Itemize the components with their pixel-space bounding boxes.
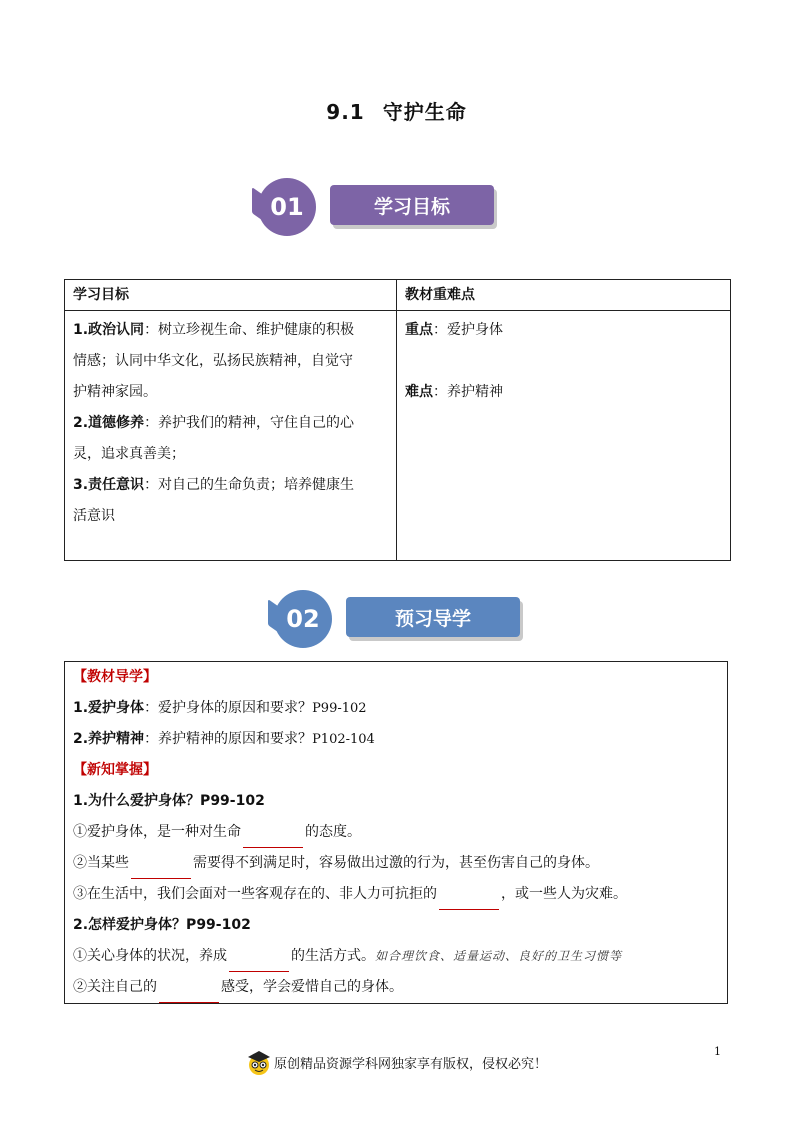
fill-blank[interactable] xyxy=(131,860,191,879)
fill-blank[interactable] xyxy=(229,953,289,972)
goal-text: ：养护我们的精神，守住自己的心 xyxy=(144,415,355,431)
question-1-heading: 1.为什么爱护身体？P99-102 xyxy=(73,793,265,809)
goals-header: 学习目标 xyxy=(65,280,397,311)
handwritten-note: 如合理饮食、适量运动、良好的卫生习惯等 xyxy=(375,949,623,963)
guide-item-2: 2.养护精神：养护精神的原因和要求？P102-104 xyxy=(73,731,375,747)
difficulty-label: 难点 xyxy=(405,384,433,400)
new-knowledge-heading: 【新知掌握】 xyxy=(73,762,157,778)
section-banner-goals xyxy=(258,178,498,238)
guide-heading: 【教材导学】 xyxy=(73,669,157,685)
goals-content xyxy=(65,311,397,561)
question-2-item-a: ①关心身体的状况，养成 的生活方式。如合理饮食、适量运动、良好的卫生习惯等 xyxy=(73,941,719,972)
question-2-heading: 2.怎样爱护身体？P99-102 xyxy=(73,917,251,933)
goal-text: 活意识 xyxy=(73,508,115,524)
fill-blank[interactable] xyxy=(243,829,303,848)
key-text: ：爱护身体 xyxy=(433,322,503,338)
title-text: 守护生命 xyxy=(382,100,467,124)
question-1-item-a: ①爱护身体，是一种对生命 的态度。 xyxy=(73,817,719,848)
goal-text: 灵，追求真善美； xyxy=(73,446,185,462)
goal-text: 护精神家园。 xyxy=(73,384,157,400)
page-title xyxy=(0,96,793,125)
difficulty-text: ：养护精神 xyxy=(433,384,503,400)
question-2-item-b: ②关注自己的 感受，学会爱惜自己的身体。 xyxy=(73,972,719,1003)
goal-label: 2.道德修养 xyxy=(73,415,145,431)
section-badge: 01 xyxy=(258,178,316,236)
copyright-footer xyxy=(0,1048,793,1076)
question-1-item-b: ②当某些 需要得不到满足时，容易做出过激的行为，甚至伤害自己的身体。 xyxy=(73,848,719,879)
copyright-text: 原创精品资源学科网独家享有版权，侵权必究！ xyxy=(273,1056,547,1072)
keypoints-content xyxy=(397,311,731,561)
guide-item-1: 1.爱护身体：爱护身体的原因和要求？P99-102 xyxy=(73,700,367,716)
goals-table xyxy=(64,279,731,561)
title-number: 9.1 xyxy=(326,100,365,124)
goal-label: 1.政治认同 xyxy=(73,322,145,338)
section-banner-preview xyxy=(274,590,524,650)
fill-blank[interactable] xyxy=(159,984,219,1003)
section-label: 学习目标 xyxy=(330,185,494,225)
goal-text: 情感；认同中华文化，弘扬民族精神，自觉守 xyxy=(73,353,353,369)
mascot-icon xyxy=(246,1048,272,1076)
goal-text: ：对自己的生命负责；培养健康生 xyxy=(144,477,355,493)
question-1-item-c: ③在生活中，我们会面对一些客观存在的、非人力可抗拒的 ，或一些人为灾难。 xyxy=(73,879,719,910)
keypoints-header: 教材重难点 xyxy=(397,280,731,311)
section-label: 预习导学 xyxy=(346,597,520,637)
section-badge: 02 xyxy=(274,590,332,648)
key-label: 重点 xyxy=(405,322,433,338)
goal-label: 3.责任意识 xyxy=(73,477,145,493)
fill-blank[interactable] xyxy=(439,891,499,910)
goal-text: ：树立珍视生命、维护健康的积极 xyxy=(144,322,355,338)
page-number: 1 xyxy=(714,1045,721,1058)
preview-box xyxy=(64,661,728,1004)
